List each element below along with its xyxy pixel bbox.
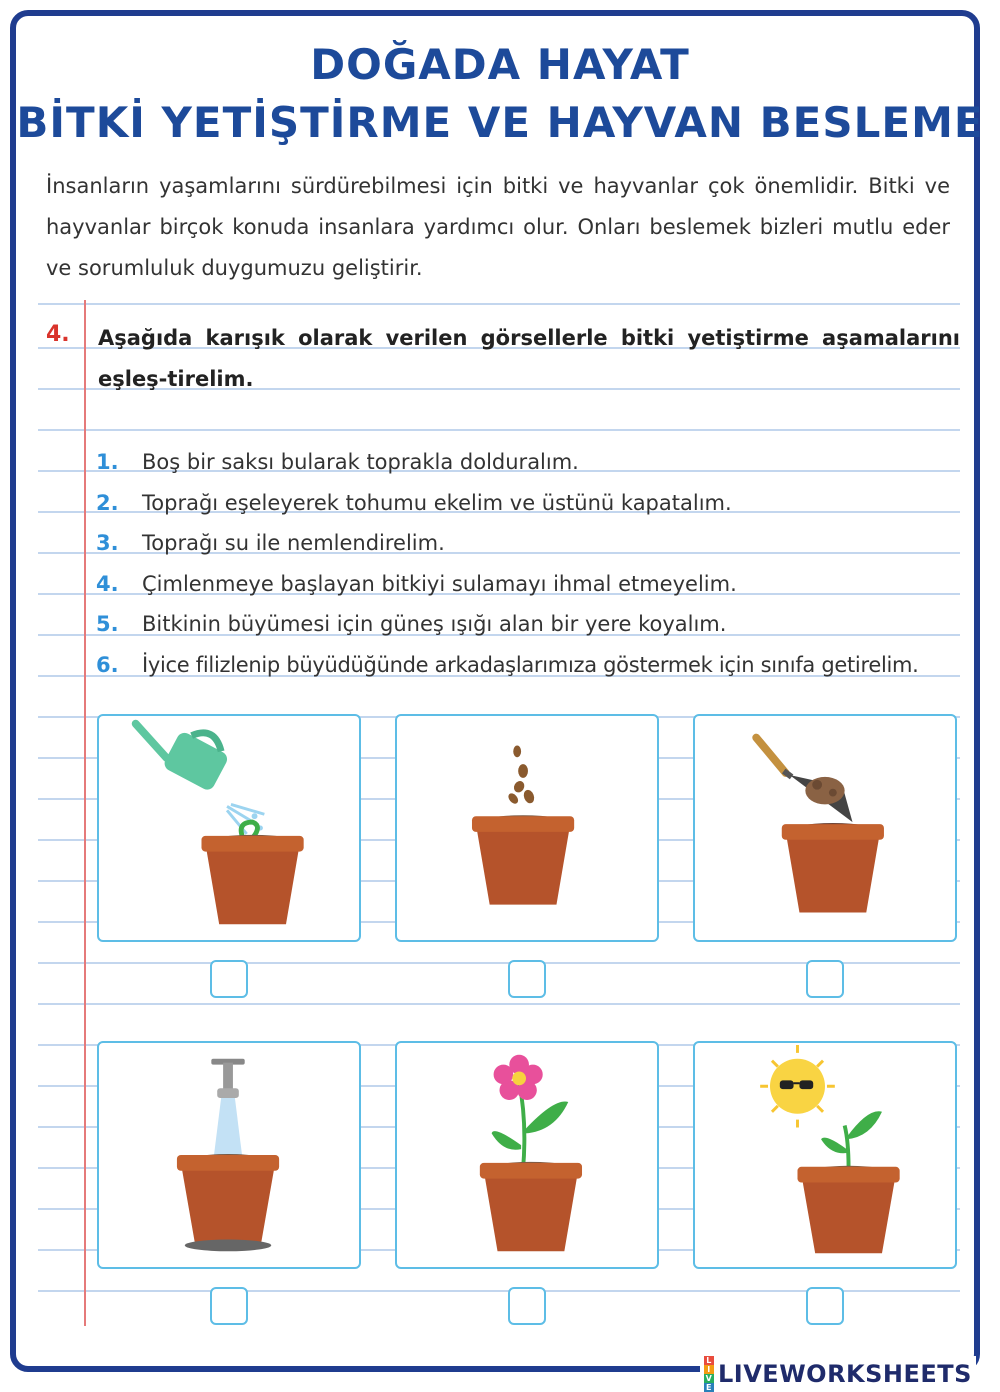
step-number: 4. [96, 571, 119, 596]
picture-card-watering-sprout [97, 714, 361, 942]
step-item [96, 523, 966, 564]
answer-box-5[interactable] [508, 1287, 546, 1325]
step-item [96, 442, 966, 483]
step-item [96, 604, 966, 645]
page-title: DOĞADA HAYAT [310, 40, 690, 89]
step-item [96, 645, 966, 686]
faucet-pot-icon [99, 1043, 359, 1267]
step-number: 5. [96, 612, 119, 637]
question-text: Aşağıda karışık olarak verilen görsellerle bitki yetiştirme aşamalarını eşleş-tirelim. [98, 326, 960, 391]
watering-can-sprout-pot-icon [99, 716, 359, 940]
notebook-margin-line [84, 300, 86, 1326]
step-number: 6. [96, 652, 119, 677]
answer-box-1[interactable] [210, 960, 248, 998]
trowel-soil-pot-icon [695, 716, 955, 940]
page-subtitle: BİTKİ YETİŞTİRME VE HAYVAN BESLEME [16, 98, 984, 147]
liveworksheets-logo-icon: L I V E [705, 1356, 713, 1392]
step-list [96, 442, 966, 685]
step-number: 3. [96, 531, 119, 556]
answer-box-3[interactable] [806, 960, 844, 998]
question-number: 4. [46, 322, 70, 347]
watermark-text: LIVEWORKSHEETS [718, 1360, 972, 1388]
answer-box-2[interactable] [508, 960, 546, 998]
step-item [96, 564, 966, 605]
intro-paragraph: İnsanların yaşamlarını sürdürebilmesi için bitki ve hayvanlar çok önemlidir. Bitki ve hayvanlar birçok konuda insanlara yardımcı olur. Onları beslemek bizleri mutlu eder ve sorumluluk duygumuzu geliştirir. [46, 174, 950, 280]
picture-card-sun [693, 1041, 957, 1269]
answer-box-4[interactable] [210, 1287, 248, 1325]
step-text: Toprağı eşeleyerek tohumu ekelim ve üstünü kapatalım. [142, 490, 732, 515]
flower-pot-icon [397, 1043, 657, 1267]
step-number: 2. [96, 490, 119, 515]
step-text: İyice filizlenip büyüdüğünde arkadaşlarımıza göstermek için sınıfa getirelim. [142, 652, 919, 677]
answer-box-6[interactable] [806, 1287, 844, 1325]
sun-sprout-pot-icon [695, 1043, 955, 1267]
step-item [96, 483, 966, 524]
step-number: 1. [96, 450, 119, 475]
step-text: Çimlenmeye başlayan bitkiyi sulamayı ihmal etmeyelim. [142, 571, 737, 596]
seeds-pot-icon [397, 716, 657, 940]
liveworksheets-watermark [700, 1356, 976, 1392]
picture-card-flower [395, 1041, 659, 1269]
step-text: Toprağı su ile nemlendirelim. [142, 531, 445, 556]
step-text: Boş bir saksı bularak toprakla dolduralım. [142, 450, 579, 475]
picture-card-faucet [97, 1041, 361, 1269]
picture-card-seeds [395, 714, 659, 942]
picture-card-trowel [693, 714, 957, 942]
step-text: Bitkinin büyümesi için güneş ışığı alan bir yere koyalım. [142, 612, 727, 637]
